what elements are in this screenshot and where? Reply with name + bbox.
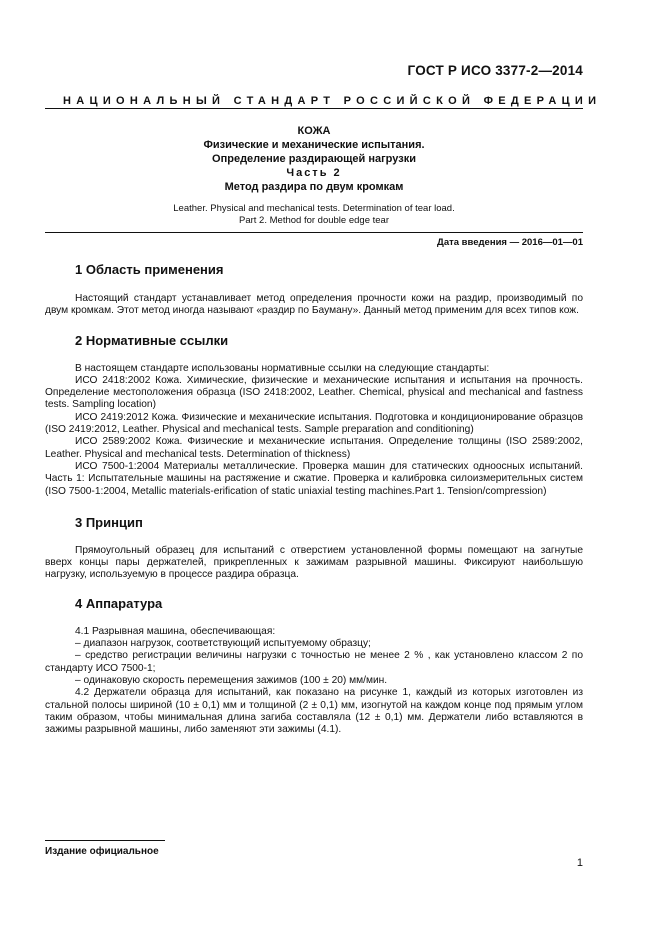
title-block — [45, 124, 583, 194]
title-rule — [45, 232, 583, 233]
section-heading: 3 Принцип — [75, 514, 143, 530]
section-heading: 2 Нормативные ссылки — [75, 332, 229, 348]
paragraph: 4.1 Разрывная машина, обеспечивающая: — [75, 625, 276, 637]
title-line-2: Физические и механические испытания. — [203, 139, 425, 151]
paragraph: В настоящем стандарте использованы нормативные ссылки на следующие стандарты: — [75, 362, 490, 374]
title-line-4: Часть 2 — [286, 167, 342, 179]
footer-rule — [45, 840, 165, 841]
english-title-line-1: Leather. Physical and mechanical tests. Determination of tear load. — [173, 203, 455, 214]
effective-date: Дата введения — 2016—01—01 — [437, 237, 583, 248]
header-rule — [45, 108, 583, 109]
english-title — [45, 203, 583, 226]
title-line-3: Определение раздирающей нагрузки — [212, 153, 416, 165]
paragraph: ИСО 2418:2002 Кожа. Химические, физические и механические испытания и испытания на прочность. Определение местоположения образца (ISO 2418:2002, Leather. Chemical, physical and mechanical and fastness tests. Sampling location) — [45, 374, 583, 411]
official-edition-label: Издание официальное — [45, 846, 159, 857]
paragraph: ИСО 2419:2012 Кожа. Физические и механические испытания. Подготовка и кондиционирование образцов (ISO 2419:2012, Leather. Physical and mechanical tests. Sample preparation and conditioning) — [45, 411, 583, 436]
paragraph: Прямоугольный образец для испытаний с отверстием установленной формы помещают на загнутые вверх концы пары держателей, прикрепленных к зажимам разрывной машины. Фиксируют наибольшую нагрузку, используемую в процессе раздира образца. — [45, 544, 583, 581]
paragraph: ИСО 2589:2002 Кожа. Физические и механические испытания. Определение толщины (ISO 2589:2002, Leather. Physical and mechanical tests. Determination of thickness) — [45, 436, 583, 460]
paragraph: Настоящий стандарт устанавливает метод определения прочности кожи на раздир, производимый по двум кромкам. Этот метод иногда называют «раздир по Бауману». Данный метод применим для всех типов кож. — [45, 293, 583, 317]
national-standard-banner: НАЦИОНАЛЬНЫЙ СТАНДАРТ РОССИЙСКОЙ ФЕДЕРАЦИИ — [63, 95, 602, 107]
paragraph: 4.2 Держатели образца для испытаний, как показано на рисунке 1, каждый из которых изготовлен из стальной полосы шириной (10 ± 0,1) мм и толщиной (2 ± 0,1) мм, изогнутой на каждом конце под прямым углом таким образом, чтобы минимальная длина загиба составляла (12 ± 0,1) мм. Держатели либо вставляются в зажимы разрывной машины, либо заменяют эти зажимы (4.1). — [45, 687, 583, 736]
list-item: – средство регистрации величины нагрузки с точностью не менее 2 % , как установлено классом 2 по стандарту ИСО 7500-1; — [45, 650, 583, 674]
list-item: – одинаковую скорость перемещения зажимов (100 ± 20) мм/мин. — [75, 674, 388, 686]
title-line-5: Метод раздира по двум кромкам — [224, 181, 404, 193]
english-title-line-2: Part 2. Method for double edge tear — [239, 214, 389, 226]
list-item: – диапазон нагрузок, соответствующий испытуемому образцу; — [75, 638, 371, 650]
section-heading: 4 Аппаратура — [75, 595, 163, 611]
standard-code: ГОСТ Р ИСО 3377-2—2014 — [407, 63, 583, 78]
section-heading: 1 Область применения — [75, 262, 224, 277]
page-number: 1 — [576, 857, 583, 869]
document-body — [45, 262, 583, 736]
title-line-1: КОЖА — [297, 125, 331, 137]
paragraph: ИСО 7500-1:2004 Материалы металлические. Проверка машин для статических одноосных испытаний. Часть 1: Испытательные машины на растяжение и сжатие. Проверка и калибровка силоизмерительных систем (ISO 7500-1:2004, Metallic materials-erification of static uniaxial testing machines.Part 1. Tension/compression) — [45, 460, 583, 497]
